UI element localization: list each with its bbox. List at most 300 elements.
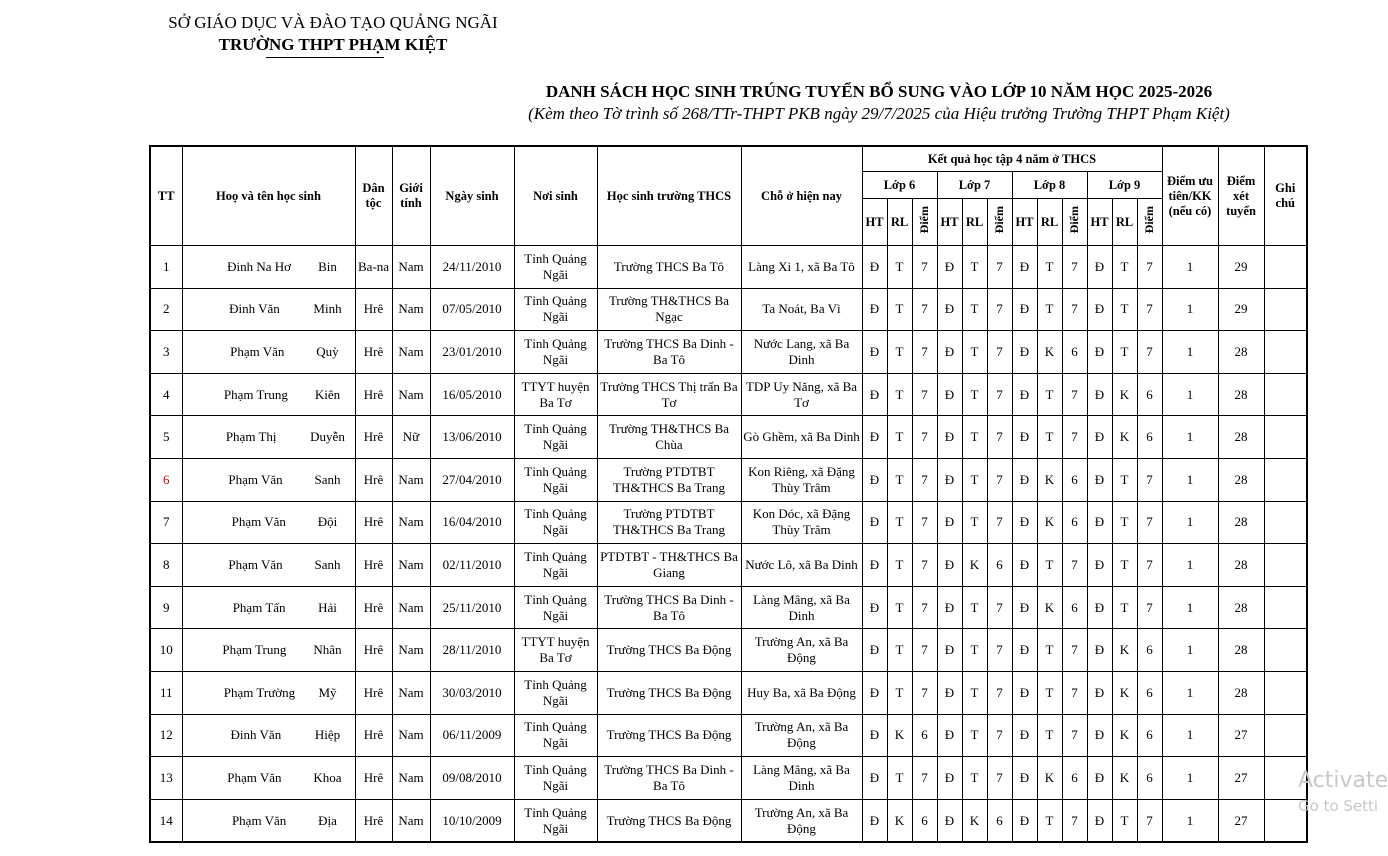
g7-rl-cell: T — [962, 458, 987, 501]
school-cell: Trường THCS Ba Động — [597, 714, 741, 757]
g8-diem-cell: 7 — [1062, 373, 1087, 416]
g7-ht-cell: Đ — [937, 246, 962, 289]
g6-ht-cell: Đ — [862, 799, 887, 842]
tt-cell: 9 — [150, 586, 182, 629]
score-cell: 28 — [1218, 671, 1264, 714]
g8-ht-cell: Đ — [1012, 714, 1037, 757]
given-name: Khoa — [313, 769, 342, 785]
last-middle-name: Đinh Văn — [230, 727, 282, 743]
g9-rl-cell: K — [1112, 373, 1137, 416]
g9-ht-cell: Đ — [1087, 671, 1112, 714]
tt-cell: 1 — [150, 246, 182, 289]
student-table — [149, 145, 1308, 843]
col-grade7: Lớp 7 — [937, 172, 1012, 199]
g7-diem-cell: 6 — [987, 544, 1012, 587]
col-g6-diem-label: Điểm — [917, 206, 931, 234]
g9-ht-cell: Đ — [1087, 458, 1112, 501]
g8-diem-cell: 7 — [1062, 246, 1087, 289]
col-priority: Điểm ưu tiên/KK (nếu có) — [1162, 146, 1218, 246]
given-name: Mỹ — [318, 684, 337, 700]
g6-rl-cell: T — [887, 373, 912, 416]
g7-ht-cell: Đ — [937, 458, 962, 501]
school-cell: PTDTBT - TH&THCS Ba Giang — [597, 544, 741, 587]
g8-rl-cell: T — [1037, 629, 1062, 672]
g6-diem-cell: 7 — [912, 544, 937, 587]
g8-ht-cell: Đ — [1012, 501, 1037, 544]
col-g8-ht: HT — [1012, 199, 1037, 246]
g6-diem-cell: 7 — [912, 373, 937, 416]
col-address: Chỗ ở hiện nay — [741, 146, 862, 246]
name-cell — [182, 458, 355, 501]
birthplace-cell: Tỉnh Quảng Ngãi — [514, 288, 597, 331]
priority-cell: 1 — [1162, 246, 1218, 289]
priority-cell: 1 — [1162, 373, 1218, 416]
score-cell: 28 — [1218, 331, 1264, 374]
given-name: Quỳ — [316, 343, 339, 359]
g9-ht-cell: Đ — [1087, 757, 1112, 800]
g9-diem-cell: 7 — [1137, 458, 1162, 501]
g8-ht-cell: Đ — [1012, 373, 1037, 416]
g7-ht-cell: Đ — [937, 586, 962, 629]
g7-diem-cell: 7 — [987, 416, 1012, 459]
given-name: Hiệp — [314, 727, 341, 743]
g6-ht-cell: Đ — [862, 629, 887, 672]
g6-ht-cell: Đ — [862, 373, 887, 416]
score-cell: 27 — [1218, 799, 1264, 842]
document-header — [160, 12, 506, 58]
g8-rl-cell: T — [1037, 714, 1062, 757]
col-g7-ht: HT — [937, 199, 962, 246]
note-cell — [1264, 458, 1307, 501]
dob-cell: 16/05/2010 — [430, 373, 514, 416]
g7-rl-cell: T — [962, 331, 987, 374]
g6-rl-cell: K — [887, 799, 912, 842]
table-row — [150, 799, 1307, 842]
birthplace-cell: Tỉnh Quảng Ngãi — [514, 714, 597, 757]
g8-diem-cell: 6 — [1062, 757, 1087, 800]
address-cell: Gò Ghềm, xã Ba Dinh — [741, 416, 862, 459]
address-cell: Nước Lang, xã Ba Dinh — [741, 331, 862, 374]
g8-ht-cell: Đ — [1012, 288, 1037, 331]
g8-rl-cell: T — [1037, 799, 1062, 842]
document-title: DANH SÁCH HỌC SINH TRÚNG TUYỂN BỔ SUNG VÀO LỚP 10 NĂM HỌC 2025-2026 — [545, 82, 1213, 101]
given-name: Bin — [318, 258, 337, 274]
g7-ht-cell: Đ — [937, 629, 962, 672]
given-name: Sanh — [314, 471, 341, 487]
priority-cell: 1 — [1162, 288, 1218, 331]
g6-rl-cell: T — [887, 416, 912, 459]
note-cell — [1264, 671, 1307, 714]
g7-rl-cell: T — [962, 757, 987, 800]
g7-rl-cell: T — [962, 416, 987, 459]
g6-diem-cell: 7 — [912, 501, 937, 544]
birthplace-cell: TTYT huyện Ba Tơ — [514, 373, 597, 416]
g9-rl-cell: T — [1112, 586, 1137, 629]
g9-diem-cell: 6 — [1137, 757, 1162, 800]
dob-cell: 27/04/2010 — [430, 458, 514, 501]
tt-cell: 3 — [150, 331, 182, 374]
g8-ht-cell: Đ — [1012, 799, 1037, 842]
name-cell — [182, 544, 355, 587]
g6-diem-cell: 7 — [912, 757, 937, 800]
score-cell: 28 — [1218, 544, 1264, 587]
table-row — [150, 373, 1307, 416]
last-middle-name: Phạm Tấn — [232, 599, 286, 615]
col-grade9: Lớp 9 — [1087, 172, 1162, 199]
g6-ht-cell: Đ — [862, 416, 887, 459]
col-g8-rl: RL — [1037, 199, 1062, 246]
score-cell: 27 — [1218, 714, 1264, 757]
g7-diem-cell: 7 — [987, 246, 1012, 289]
dob-cell: 24/11/2010 — [430, 246, 514, 289]
ethnic-cell: Hrê — [355, 586, 392, 629]
g8-rl-cell: T — [1037, 544, 1062, 587]
note-cell — [1264, 586, 1307, 629]
dob-cell: 28/11/2010 — [430, 629, 514, 672]
ethnic-cell: Hrê — [355, 544, 392, 587]
name-cell — [182, 373, 355, 416]
priority-cell: 1 — [1162, 416, 1218, 459]
tt-cell: 7 — [150, 501, 182, 544]
school-cell: Trường PTDTBT TH&THCS Ba Trang — [597, 458, 741, 501]
g9-rl-cell: K — [1112, 714, 1137, 757]
g7-rl-cell: T — [962, 714, 987, 757]
gender-cell: Nam — [392, 544, 430, 587]
col-gender: Giới tính — [392, 146, 430, 246]
col-g7-rl: RL — [962, 199, 987, 246]
school-cell: Trường TH&THCS Ba Ngạc — [597, 288, 741, 331]
priority-cell: 1 — [1162, 331, 1218, 374]
table-row — [150, 714, 1307, 757]
g9-rl-cell: T — [1112, 544, 1137, 587]
g7-rl-cell: K — [962, 799, 987, 842]
priority-cell: 1 — [1162, 544, 1218, 587]
table-row — [150, 246, 1307, 289]
given-name: Minh — [313, 301, 342, 317]
birthplace-cell: Tỉnh Quảng Ngãi — [514, 799, 597, 842]
name-cell — [182, 799, 355, 842]
school-cell: Trường THCS Ba Động — [597, 629, 741, 672]
score-cell: 28 — [1218, 629, 1264, 672]
g6-rl-cell: K — [887, 714, 912, 757]
birthplace-cell: Tỉnh Quảng Ngãi — [514, 331, 597, 374]
col-g6-diem — [912, 199, 937, 246]
g9-diem-cell: 7 — [1137, 288, 1162, 331]
g7-ht-cell: Đ — [937, 373, 962, 416]
g6-diem-cell: 7 — [912, 629, 937, 672]
address-cell: Kon Dóc, xã Đặng Thùy Trâm — [741, 501, 862, 544]
g7-rl-cell: T — [962, 288, 987, 331]
g9-rl-cell: K — [1112, 416, 1137, 459]
g9-rl-cell: K — [1112, 757, 1137, 800]
col-dob: Ngày sinh — [430, 146, 514, 246]
school-cell: Trường THCS Ba Động — [597, 799, 741, 842]
name-cell — [182, 671, 355, 714]
g9-ht-cell: Đ — [1087, 331, 1112, 374]
g9-ht-cell: Đ — [1087, 373, 1112, 416]
table-row — [150, 416, 1307, 459]
g6-ht-cell: Đ — [862, 671, 887, 714]
col-g6-rl: RL — [887, 199, 912, 246]
address-cell: Trường An, xã Ba Động — [741, 714, 862, 757]
g9-ht-cell: Đ — [1087, 416, 1112, 459]
g7-rl-cell: T — [962, 671, 987, 714]
priority-cell: 1 — [1162, 799, 1218, 842]
note-cell — [1264, 288, 1307, 331]
address-cell: Trường An, xã Ba Động — [741, 629, 862, 672]
g7-rl-cell: T — [962, 246, 987, 289]
g6-diem-cell: 7 — [912, 458, 937, 501]
watermark-line1: Activate — [1298, 768, 1388, 793]
ethnic-cell: Hrê — [355, 458, 392, 501]
col-note: Ghi chú — [1264, 146, 1307, 246]
g9-diem-cell: 7 — [1137, 586, 1162, 629]
tt-cell: 8 — [150, 544, 182, 587]
birthplace-cell: Tỉnh Quảng Ngãi — [514, 458, 597, 501]
g7-ht-cell: Đ — [937, 501, 962, 544]
col-g8-diem — [1062, 199, 1087, 246]
given-name: Địa — [318, 812, 337, 828]
g6-diem-cell: 6 — [912, 714, 937, 757]
g7-diem-cell: 7 — [987, 458, 1012, 501]
document-title-wrap — [150, 82, 1308, 102]
table-row — [150, 288, 1307, 331]
address-cell: Trường An, xã Ba Động — [741, 799, 862, 842]
gender-cell: Nữ — [392, 416, 430, 459]
last-middle-name: Phạm Văn — [231, 812, 287, 828]
last-middle-name: Đinh Na Hơ — [227, 258, 292, 274]
g8-diem-cell: 7 — [1062, 544, 1087, 587]
g8-rl-cell: K — [1037, 586, 1062, 629]
gender-cell: Nam — [392, 586, 430, 629]
priority-cell: 1 — [1162, 757, 1218, 800]
given-name: Kiên — [314, 386, 341, 402]
g6-ht-cell: Đ — [862, 246, 887, 289]
g9-diem-cell: 7 — [1137, 331, 1162, 374]
note-cell — [1264, 246, 1307, 289]
g9-rl-cell: T — [1112, 288, 1137, 331]
address-cell: TDP Uy Năng, xã Ba Tơ — [741, 373, 862, 416]
table-row — [150, 629, 1307, 672]
g7-diem-cell: 7 — [987, 501, 1012, 544]
g8-ht-cell: Đ — [1012, 458, 1037, 501]
g9-diem-cell: 7 — [1137, 544, 1162, 587]
gender-cell: Nam — [392, 458, 430, 501]
gender-cell: Nam — [392, 288, 430, 331]
g6-ht-cell: Đ — [862, 501, 887, 544]
g8-rl-cell: T — [1037, 416, 1062, 459]
g7-diem-cell: 7 — [987, 714, 1012, 757]
g8-diem-cell: 7 — [1062, 671, 1087, 714]
g9-diem-cell: 6 — [1137, 416, 1162, 459]
gender-cell: Nam — [392, 373, 430, 416]
g7-rl-cell: T — [962, 373, 987, 416]
g9-ht-cell: Đ — [1087, 799, 1112, 842]
g7-ht-cell: Đ — [937, 757, 962, 800]
ethnic-cell: Hrê — [355, 799, 392, 842]
g7-ht-cell: Đ — [937, 331, 962, 374]
g8-ht-cell: Đ — [1012, 331, 1037, 374]
ethnic-cell: Hrê — [355, 416, 392, 459]
dob-cell: 25/11/2010 — [430, 586, 514, 629]
score-cell: 28 — [1218, 373, 1264, 416]
g7-diem-cell: 7 — [987, 671, 1012, 714]
gender-cell: Nam — [392, 757, 430, 800]
watermark-line2: Go to Setti — [1298, 797, 1379, 815]
school-cell: Trường THCS Thị trấn Ba Tơ — [597, 373, 741, 416]
priority-cell: 1 — [1162, 501, 1218, 544]
tt-cell: 4 — [150, 373, 182, 416]
birthplace-cell: Tỉnh Quảng Ngãi — [514, 246, 597, 289]
priority-cell: 1 — [1162, 714, 1218, 757]
school-cell: Trường THCS Ba Dinh - Ba Tô — [597, 331, 741, 374]
g6-ht-cell: Đ — [862, 757, 887, 800]
g9-ht-cell: Đ — [1087, 501, 1112, 544]
score-cell: 28 — [1218, 586, 1264, 629]
g6-ht-cell: Đ — [862, 331, 887, 374]
col-tt: TT — [150, 146, 182, 246]
g9-diem-cell: 6 — [1137, 671, 1162, 714]
g7-diem-cell: 7 — [987, 586, 1012, 629]
g9-ht-cell: Đ — [1087, 246, 1112, 289]
score-cell: 29 — [1218, 246, 1264, 289]
school-cell: Trường PTDTBT TH&THCS Ba Trang — [597, 501, 741, 544]
g6-rl-cell: T — [887, 586, 912, 629]
note-cell — [1264, 501, 1307, 544]
last-middle-name: Phạm Văn — [230, 343, 285, 359]
g9-ht-cell: Đ — [1087, 714, 1112, 757]
g6-diem-cell: 7 — [912, 246, 937, 289]
g8-ht-cell: Đ — [1012, 586, 1037, 629]
table-row — [150, 331, 1307, 374]
score-cell: 28 — [1218, 416, 1264, 459]
birthplace-cell: Tỉnh Quảng Ngãi — [514, 501, 597, 544]
dob-cell: 10/10/2009 — [430, 799, 514, 842]
last-middle-name: Phạm Văn — [227, 769, 282, 785]
address-cell: Nước Lô, xã Ba Dinh — [741, 544, 862, 587]
last-middle-name: Phạm Trung — [223, 386, 288, 402]
g8-diem-cell: 7 — [1062, 288, 1087, 331]
g8-rl-cell: T — [1037, 246, 1062, 289]
last-middle-name: Đinh Văn — [229, 301, 280, 317]
dob-cell: 23/01/2010 — [430, 331, 514, 374]
birthplace-cell: Tỉnh Quảng Ngãi — [514, 671, 597, 714]
g9-rl-cell: K — [1112, 629, 1137, 672]
gender-cell: Nam — [392, 501, 430, 544]
ethnic-cell: Hrê — [355, 671, 392, 714]
g6-ht-cell: Đ — [862, 714, 887, 757]
ethnic-cell: Hrê — [355, 714, 392, 757]
address-cell: Kon Riêng, xã Đặng Thùy Trâm — [741, 458, 862, 501]
ethnic-cell: Hrê — [355, 629, 392, 672]
g6-rl-cell: T — [887, 288, 912, 331]
address-cell: Ta Noát, Ba Vì — [741, 288, 862, 331]
g9-diem-cell: 7 — [1137, 799, 1162, 842]
col-g9-rl: RL — [1112, 199, 1137, 246]
note-cell — [1264, 714, 1307, 757]
dob-cell: 06/11/2009 — [430, 714, 514, 757]
g6-diem-cell: 7 — [912, 288, 937, 331]
col-ethnic: Dân tộc — [355, 146, 392, 246]
g9-ht-cell: Đ — [1087, 629, 1112, 672]
ethnic-cell: Hrê — [355, 288, 392, 331]
g8-ht-cell: Đ — [1012, 544, 1037, 587]
g6-ht-cell: Đ — [862, 586, 887, 629]
score-cell: 28 — [1218, 458, 1264, 501]
g6-diem-cell: 7 — [912, 586, 937, 629]
school-cell: Trường THCS Ba Dinh - Ba Tô — [597, 586, 741, 629]
g9-ht-cell: Đ — [1087, 586, 1112, 629]
g7-ht-cell: Đ — [937, 544, 962, 587]
department-name: SỞ GIÁO DỤC VÀ ĐÀO TẠO QUẢNG NGÃI — [168, 13, 498, 32]
g6-rl-cell: T — [887, 331, 912, 374]
tt-cell: 6 — [150, 458, 182, 501]
g7-ht-cell: Đ — [937, 799, 962, 842]
g8-diem-cell: 6 — [1062, 586, 1087, 629]
birthplace-cell: Tỉnh Quảng Ngãi — [514, 757, 597, 800]
score-cell: 28 — [1218, 501, 1264, 544]
birthplace-cell: Tỉnh Quảng Ngãi — [514, 544, 597, 587]
last-middle-name: Phạm Văn — [228, 471, 283, 487]
birthplace-cell: TTYT huyện Ba Tơ — [514, 629, 597, 672]
priority-cell: 1 — [1162, 586, 1218, 629]
given-name: Sanh — [314, 556, 341, 572]
tt-cell: 2 — [150, 288, 182, 331]
g8-diem-cell: 7 — [1062, 799, 1087, 842]
last-middle-name: Phạm Văn — [228, 556, 283, 572]
ethnic-cell: Hrê — [355, 373, 392, 416]
last-middle-name: Phạm Văn — [231, 514, 286, 530]
score-cell: 27 — [1218, 757, 1264, 800]
school-cell: Trường THCS Ba Tô — [597, 246, 741, 289]
g7-diem-cell: 7 — [987, 629, 1012, 672]
header-underline — [266, 57, 384, 58]
g6-diem-cell: 7 — [912, 671, 937, 714]
score-cell: 29 — [1218, 288, 1264, 331]
tt-cell: 14 — [150, 799, 182, 842]
name-cell — [182, 586, 355, 629]
g8-ht-cell: Đ — [1012, 671, 1037, 714]
birthplace-cell: Tỉnh Quảng Ngãi — [514, 586, 597, 629]
g8-diem-cell: 7 — [1062, 416, 1087, 459]
g7-diem-cell: 7 — [987, 331, 1012, 374]
table-row — [150, 671, 1307, 714]
gender-cell: Nam — [392, 246, 430, 289]
g8-rl-cell: K — [1037, 757, 1062, 800]
note-cell — [1264, 629, 1307, 672]
g8-rl-cell: K — [1037, 331, 1062, 374]
g9-diem-cell: 6 — [1137, 714, 1162, 757]
g8-rl-cell: T — [1037, 373, 1062, 416]
g8-diem-cell: 6 — [1062, 501, 1087, 544]
last-middle-name: Phạm Thị — [225, 429, 277, 445]
tt-cell: 12 — [150, 714, 182, 757]
g9-rl-cell: T — [1112, 331, 1137, 374]
windows-activation-watermark — [1298, 768, 1388, 815]
col-name: Hoọ và tên học sinh — [182, 146, 355, 246]
g9-diem-cell: 7 — [1137, 246, 1162, 289]
gender-cell: Nam — [392, 629, 430, 672]
g8-diem-cell: 7 — [1062, 629, 1087, 672]
g6-rl-cell: T — [887, 246, 912, 289]
col-g9-ht: HT — [1087, 199, 1112, 246]
table-row — [150, 501, 1307, 544]
g8-diem-cell: 7 — [1062, 714, 1087, 757]
g9-rl-cell: T — [1112, 458, 1137, 501]
g6-rl-cell: T — [887, 458, 912, 501]
note-cell — [1264, 416, 1307, 459]
g6-ht-cell: Đ — [862, 458, 887, 501]
